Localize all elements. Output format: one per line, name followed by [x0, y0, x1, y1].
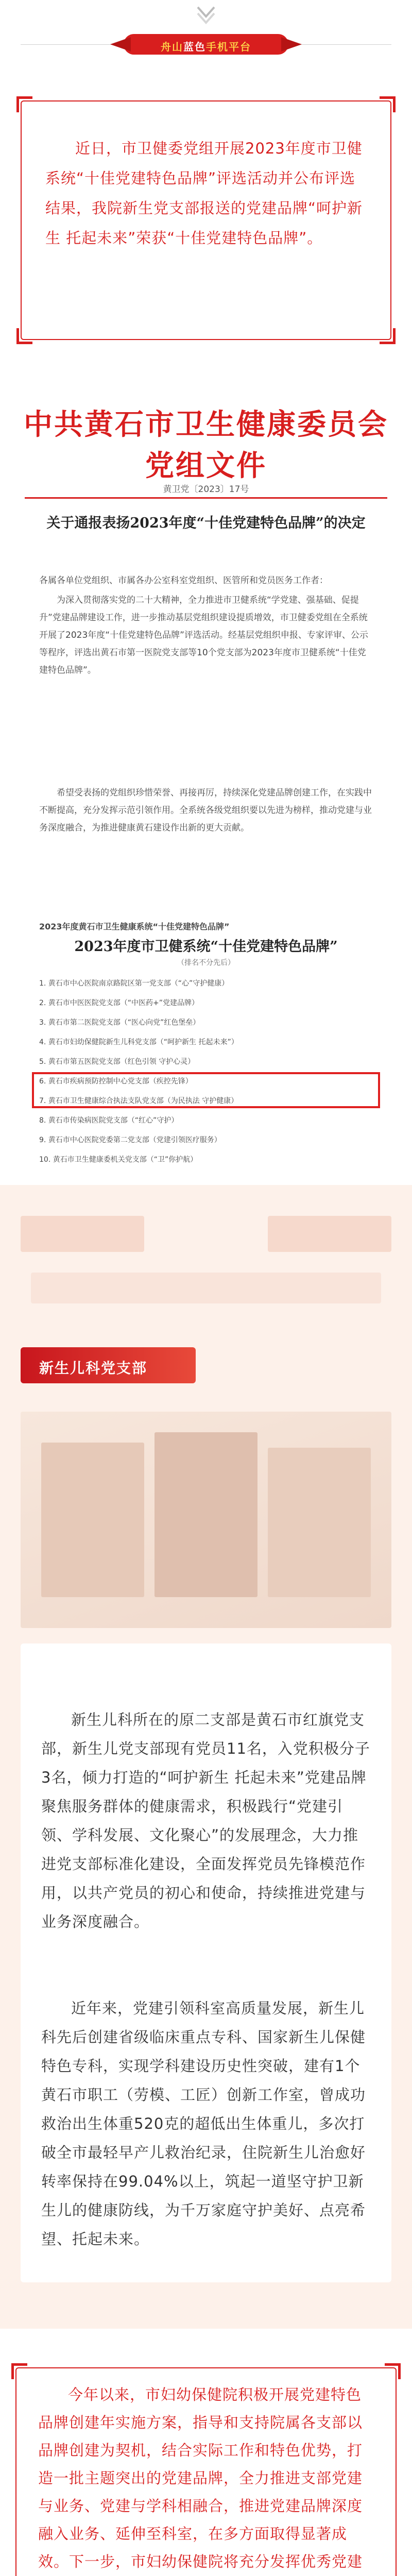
unit-paragraph: 近年来，党建引领科室高质量发展，新生儿科先后创建省级临床重点专科、国家新生儿保健特色专科，实现学科建设历史性突破，建有1个黄石市职工（劳模、工匠）创新工作室，曾成功救治出生体重520克的超低出生体重儿，多次打破全市最轻早产儿救治纪录，住院新生儿治愈好转率保持在99.04%以上，筑起一道坚守护卫新生儿的健康防线，为千万家庭守护美好、点亮希望、托起未来。	[41, 1999, 366, 2248]
list-item: 1. 黄石市中心医院南京路院区第一党支部（“心”守护健康）	[39, 979, 229, 988]
document-paragraph: 希望受表扬的党组织珍惜荣誉、再接再厉，持续深化党建品牌创建工作，在实践中不断提高，充分发挥示范引领作用。全系统各级党组织要以先进为榜样，推动党建与业务深度融合，为推进健康黄石建设作出新的更大贡献。	[39, 788, 372, 833]
decor-block	[31, 1273, 381, 1303]
official-document	[21, 371, 391, 1185]
unit-paragraph: 新生儿科所在的原二支部是黄石市红旗党支部，新生儿党支部现有党员11名，入党积极分子3名，倾力打造的“呵护新生 托起未来”党建品牌聚焦服务群体的健康需求，积极践行“党建引领、学科发展、文化聚心”的发展理念，大力推进党支部标准化建设，全面发挥党员先锋模范作用，以共产党员的初心和使命，持续推进党建与业务深度融合。	[41, 1711, 370, 1930]
attachment-label: 2023年度黄石市卫生健康系统“十佳党建特色品牌”	[39, 922, 230, 931]
banner-ribbon	[124, 34, 288, 55]
arrow-down-icon	[191, 0, 221, 31]
document-header: 中共黄石市卫生健康委员会党组文件	[24, 408, 388, 483]
document-title: 关于通报表扬2023年度“十佳党建特色品牌”的决定	[46, 515, 366, 531]
list-item: 2. 黄石市中医医院党支部（“中医药+”党建品牌）	[39, 999, 199, 1007]
list-item: 6. 黄石市疾病预防控制中心党支部（疾控先锋）	[39, 1077, 193, 1086]
section-title-bar	[21, 1347, 196, 1383]
list-item: 8. 黄石市传染病医院党支部（“红心”守护）	[39, 1116, 179, 1125]
intro-text: 近日，市卫健委党组开展2023年度市卫健系统“十佳党建特色品牌”评选活动并公布评选结果，我院新生党支部报送的党建品牌“呵护新生 托起未来”荣获“十佳党建特色品牌”。	[45, 140, 363, 247]
team-photo	[21, 1412, 391, 1628]
banner-slogan: 舟山蓝色手机平台	[161, 41, 251, 53]
banner-divider-right	[288, 44, 391, 45]
list-item: 5. 黄石市第五医院党支部（红色引领 守护心灵）	[39, 1058, 195, 1066]
award-list	[39, 974, 373, 1170]
document-salutation: 各属各单位党组织、市属各办公室科室党组织、医管所和党员医务工作者：	[39, 575, 328, 586]
closing-text: 今年以来，市妇幼保健院积极开展党建特色品牌创建年实施方案，指导和支持院属各支部以品牌创建为契机，结合实际工作和特色优势，打造一批主题突出的党建品牌，全力推进支部党建与业务、党建与学科相融合，推进党建品牌深度融入业务、延伸至科室，在多方面取得显著成效。下一步，市妇幼保健院将充分发挥优秀党建	[38, 2386, 363, 2570]
banner-divider-left	[21, 44, 124, 45]
closing-box	[15, 2367, 397, 2576]
attachment-subtitle: （排名不分先后）	[177, 959, 235, 967]
decor-block	[268, 1216, 391, 1252]
document-paragraph: 为深入贯彻落实党的二十大精神，全力推进市卫健系统“学党建、强基础、促提升”党建品牌建设工作，进一步推动基层党组织建设提质增效，市卫健委党组在全系统开展了2023年度“十佳党建特色品牌”评选活动。经基层党组织申报、专家评审、公示等程序，评选出黄石市第一医院党支部等10个党支部为2023年度市卫健系统“十佳党建特色品牌”。	[39, 595, 368, 675]
top-banner	[0, 0, 412, 77]
document-red-rule	[25, 497, 387, 499]
unit-description-card	[21, 1643, 391, 2282]
attachment-title: 2023年度市卫健系统“十佳党建特色品牌”	[74, 939, 338, 955]
section-title: 新生儿科党支部	[39, 1360, 148, 1377]
list-item: 10. 黄石市卫生健康委机关党支部（“卫”你护航）	[39, 1156, 198, 1164]
highlight-box	[32, 1072, 380, 1108]
list-item: 3. 黄石市第二医院党支部（“医心向党”红色堡垒）	[39, 1019, 200, 1027]
list-item: 7. 黄石市卫生健康综合执法支队党支部（为民执法 守护健康）	[39, 1097, 238, 1105]
intro-box	[21, 100, 391, 340]
unit-section	[0, 1185, 412, 2329]
list-item: 9. 黄石市中心医院党委第二党支部（党建引领医疗服务）	[39, 1136, 221, 1144]
document-number: 黄卫党〔2023〕17号	[163, 484, 249, 495]
decor-block	[21, 1216, 144, 1252]
list-item: 4. 黄石市妇幼保健院新生儿科党支部（“呵护新生 托起未来”）	[39, 1038, 238, 1046]
